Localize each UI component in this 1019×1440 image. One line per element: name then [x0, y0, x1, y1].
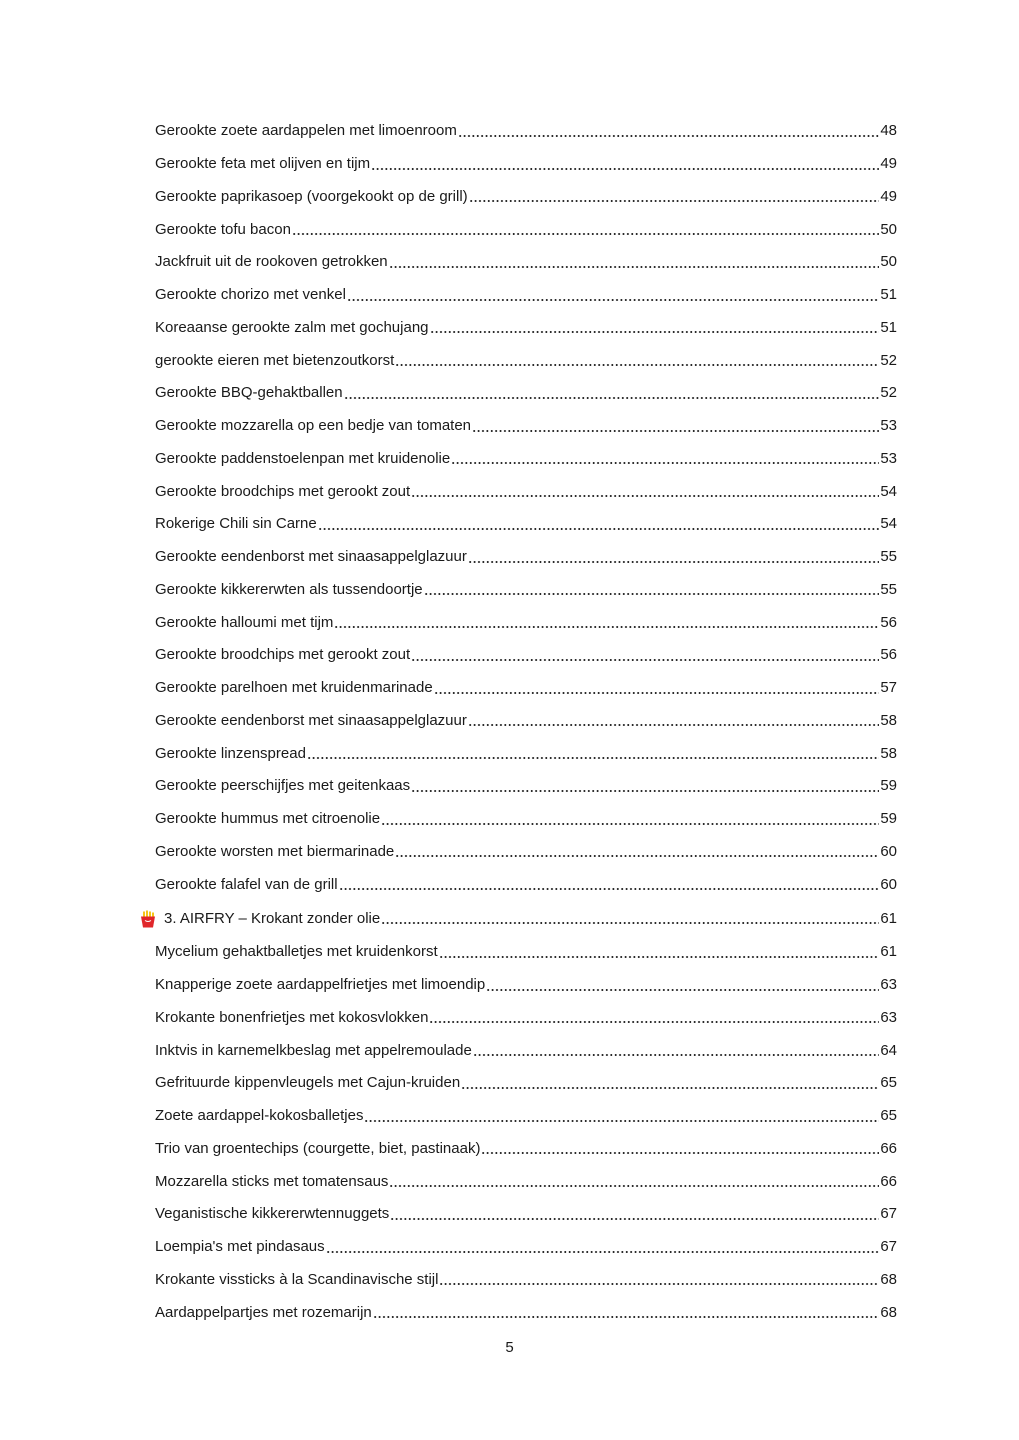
- toc-entry-title: Gerookte broodchips met gerookt zout: [155, 646, 411, 664]
- toc-entry-title: Gerookte eendenborst met sinaasappelglazuur: [155, 548, 467, 566]
- toc-entry[interactable]: [155, 770, 897, 803]
- toc-entry-title: Gerookte paddenstoelenpan met kruidenolie: [155, 449, 451, 467]
- toc-entry-title: Mozzarella sticks met tomatensaus: [155, 1172, 389, 1190]
- toc-entry-page: 52: [880, 351, 897, 369]
- toc-entry[interactable]: [155, 213, 897, 246]
- toc-entry-page: 51: [880, 286, 897, 304]
- toc-entry[interactable]: [155, 1264, 897, 1297]
- toc-entry-title: Gerookte kikkererwten als tussendoortje: [155, 580, 423, 598]
- dot-leader: [468, 722, 879, 728]
- toc-entry-page: 66: [880, 1172, 897, 1190]
- toc-entry[interactable]: [155, 705, 897, 738]
- toc-entry-page: 53: [880, 417, 897, 435]
- toc-entry-page: 58: [880, 711, 897, 729]
- dot-leader: [395, 853, 879, 859]
- toc-entry-page: 63: [880, 1008, 897, 1026]
- toc-entry-title: Trio van groentechips (courgette, biet, pastinaak): [155, 1139, 481, 1157]
- toc-entry[interactable]: [155, 1067, 897, 1100]
- toc-entry-title: Gefrituurde kippenvleugels met Cajun-kruiden: [155, 1074, 461, 1092]
- dot-leader: [381, 821, 879, 827]
- dot-leader: [486, 987, 879, 993]
- toc-entry-title: Gerookte parelhoen met kruidenmarinade: [155, 679, 433, 697]
- toc-entry-page: 60: [880, 842, 897, 860]
- toc-entry[interactable]: [155, 574, 897, 607]
- toc-entry[interactable]: [155, 1231, 897, 1264]
- toc-entry-page: 59: [880, 810, 897, 828]
- dot-leader: [461, 1085, 879, 1091]
- toc-entry[interactable]: [155, 344, 897, 377]
- toc-entry[interactable]: [155, 969, 897, 1002]
- dot-leader: [364, 1118, 879, 1124]
- toc-entry[interactable]: [155, 410, 897, 443]
- toc-entry-page: 65: [880, 1074, 897, 1092]
- toc-entry[interactable]: [155, 377, 897, 410]
- dot-leader: [424, 591, 880, 597]
- toc-entry[interactable]: [155, 475, 897, 508]
- toc-entry-page: 59: [880, 777, 897, 795]
- dot-leader: [411, 788, 879, 794]
- toc-entry-title: Aardappelpartjes met rozemarijn: [155, 1303, 372, 1321]
- toc-entry[interactable]: [155, 803, 897, 836]
- dot-leader: [339, 886, 880, 892]
- toc-entry-page: 65: [880, 1107, 897, 1125]
- toc-entry-page: 63: [880, 976, 897, 994]
- toc-entry[interactable]: [155, 312, 897, 345]
- toc-entry[interactable]: [155, 1165, 897, 1198]
- dot-leader: [434, 690, 880, 696]
- toc-entry[interactable]: [155, 246, 897, 279]
- toc-entry[interactable]: [155, 148, 897, 181]
- fries-icon: [140, 910, 156, 927]
- toc-entry-page: 54: [880, 482, 897, 500]
- toc-entry[interactable]: [155, 737, 897, 770]
- toc-entry[interactable]: [155, 1133, 897, 1166]
- toc-entry[interactable]: [155, 443, 897, 476]
- toc-entry-title: Gerookte BBQ-gehaktballen: [155, 384, 343, 402]
- dot-leader: [451, 460, 879, 466]
- dot-leader: [473, 1052, 879, 1058]
- toc-entry-page: 54: [880, 515, 897, 533]
- toc-entry-page: 68: [880, 1303, 897, 1321]
- toc-entry-page: 55: [880, 580, 897, 598]
- toc-entry-page: 53: [880, 449, 897, 467]
- dot-leader: [344, 395, 880, 401]
- dot-leader: [292, 231, 879, 237]
- toc-entry[interactable]: [155, 1100, 897, 1133]
- toc-entry-page: 56: [880, 646, 897, 664]
- toc-entry-title: Gerookte mozzarella op een bedje van tomaten: [155, 417, 472, 435]
- toc-entry-page: 67: [880, 1205, 897, 1223]
- dot-leader: [326, 1249, 880, 1255]
- table-of-contents: [155, 115, 897, 1329]
- dot-leader: [469, 198, 880, 204]
- toc-entry-title: Gerookte peerschijfjes met geitenkaas: [155, 777, 411, 795]
- dot-leader: [429, 1019, 879, 1025]
- toc-entry[interactable]: [155, 639, 897, 672]
- dot-leader: [468, 559, 879, 565]
- toc-entry-title: Gerookte worsten met biermarinade: [155, 842, 395, 860]
- dot-leader: [458, 133, 879, 139]
- toc-entry[interactable]: [155, 1034, 897, 1067]
- dot-leader: [430, 329, 880, 335]
- toc-entry-title: Gerookte broodchips met gerookt zout: [155, 482, 411, 500]
- toc-entry-page: 68: [880, 1270, 897, 1288]
- dot-leader: [334, 624, 879, 630]
- dot-leader: [439, 954, 880, 960]
- toc-entry-title: gerookte eieren met bietenzoutkorst: [155, 351, 395, 369]
- toc-entry-page: 48: [880, 122, 897, 140]
- dot-leader: [411, 493, 879, 499]
- toc-entry-title: Gerookte zoete aardappelen met limoenroom: [155, 122, 457, 140]
- toc-entry-page: 51: [880, 318, 897, 336]
- toc-entry-title: Gerookte linzenspread: [155, 744, 306, 762]
- dot-leader: [347, 297, 879, 303]
- toc-entry[interactable]: [155, 1296, 897, 1329]
- dot-leader: [371, 166, 879, 172]
- toc-entry-title: 3. AIRFRY – Krokant zonder olie: [164, 909, 381, 927]
- toc-entry[interactable]: [155, 606, 897, 639]
- toc-entry-page: 67: [880, 1238, 897, 1256]
- toc-entry-page: 49: [880, 187, 897, 205]
- toc-entry-title: Gerookte falafel van de grill: [155, 875, 338, 893]
- dot-leader: [395, 362, 879, 368]
- toc-entry-title: Gerookte feta met olijven en tijm: [155, 155, 371, 173]
- toc-entry-title: Gerookte halloumi met tijm: [155, 613, 334, 631]
- toc-entry-page: 58: [880, 744, 897, 762]
- dot-leader: [390, 1216, 879, 1222]
- toc-entry-page: 52: [880, 384, 897, 402]
- toc-entry-title: Zoete aardappel-kokosballetjes: [155, 1107, 364, 1125]
- toc-entry-page: 61: [880, 943, 897, 961]
- dot-leader: [472, 428, 879, 434]
- toc-entry[interactable]: [155, 1198, 897, 1231]
- toc-entry[interactable]: [155, 936, 897, 969]
- toc-entry[interactable]: [155, 836, 897, 869]
- toc-entry-title: Loempia's met pindasaus: [155, 1238, 325, 1256]
- dot-leader: [318, 526, 880, 532]
- dot-leader: [411, 657, 879, 663]
- toc-entry-title: Krokante bonenfrietjes met kokosvlokken: [155, 1008, 429, 1026]
- toc-entry-page: 55: [880, 548, 897, 566]
- toc-entry-title: Gerookte eendenborst met sinaasappelglazuur: [155, 711, 467, 729]
- toc-entry-page: 57: [880, 679, 897, 697]
- toc-entry-page: 49: [880, 155, 897, 173]
- toc-entry[interactable]: [155, 868, 897, 901]
- dot-leader: [481, 1150, 879, 1156]
- toc-entry-page: 56: [880, 613, 897, 631]
- toc-entry-title: Gerookte paprikasoep (voorgekookt op de grill): [155, 187, 468, 205]
- toc-entry[interactable]: [155, 672, 897, 705]
- toc-entry-title: Rokerige Chili sin Carne: [155, 515, 317, 533]
- dot-leader: [373, 1314, 880, 1320]
- toc-entry-title: Inktvis in karnemelkbeslag met appelremoulade: [155, 1041, 472, 1059]
- dot-leader: [307, 755, 879, 761]
- toc-entry[interactable]: [155, 508, 897, 541]
- toc-entry-title: Krokante vissticks à la Scandinavische stijl: [155, 1270, 439, 1288]
- toc-entry[interactable]: [155, 115, 897, 148]
- toc-entry-page: 64: [880, 1041, 897, 1059]
- dot-leader: [381, 920, 879, 926]
- toc-entry[interactable]: [155, 1002, 897, 1035]
- toc-entry-title: Gerookte hummus met citroenolie: [155, 810, 381, 828]
- toc-entry-title: Veganistische kikkererwtennuggets: [155, 1205, 390, 1223]
- dot-leader: [439, 1281, 879, 1287]
- dot-leader: [389, 264, 880, 270]
- toc-entry[interactable]: [155, 541, 897, 574]
- dot-leader: [389, 1183, 879, 1189]
- toc-entry-page: 60: [880, 875, 897, 893]
- toc-entry[interactable]: [155, 181, 897, 214]
- toc-entry-page: 61: [880, 909, 897, 927]
- toc-entry-page: 50: [880, 253, 897, 271]
- toc-entry-page: 66: [880, 1139, 897, 1157]
- toc-entry-title: Knapperige zoete aardappelfrietjes met limoendip: [155, 976, 486, 994]
- toc-entry[interactable]: [155, 279, 897, 312]
- page-number: 5: [505, 1339, 514, 1356]
- toc-section-heading[interactable]: [155, 901, 897, 936]
- toc-entry-title: Koreaanse gerookte zalm met gochujang: [155, 318, 429, 336]
- toc-entry-title: Gerookte tofu bacon: [155, 220, 291, 238]
- toc-entry-title: Gerookte chorizo met venkel: [155, 286, 346, 304]
- toc-entry-page: 50: [880, 220, 897, 238]
- toc-entry-title: Mycelium gehaktballetjes met kruidenkorst: [155, 943, 438, 961]
- toc-entry-title: Jackfruit uit de rookoven getrokken: [155, 253, 388, 271]
